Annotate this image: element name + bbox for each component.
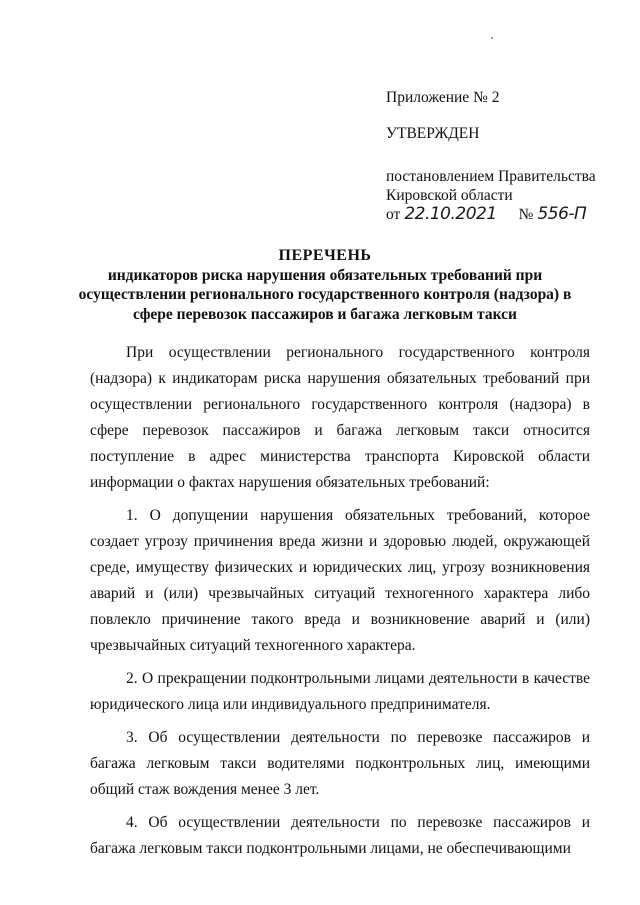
title-line-3: сфере перевозок пассажиров и багажа легковым такси — [133, 305, 517, 323]
list-item-4: 4. Об осуществлении деятельности по перевозке пассажиров и багажа легковым такси подконтрольными лицами, не обеспечивающими — [90, 814, 590, 857]
title-line-2: осуществлении регионального государственного контроля (надзора) в — [78, 286, 572, 303]
decree-line-1: постановлением Правительства — [386, 168, 596, 185]
handwritten-number: 556-П — [537, 204, 587, 224]
decree-line-2: Кировской области — [386, 187, 513, 204]
title-line-1: индикаторов риска нарушения обязательных требований при — [107, 266, 543, 284]
approved-label: УТВЕРЖДЕН — [386, 125, 480, 142]
list-item-1: 1. О допущении нарушения обязательных требований, которое создает угрозу причинения вреда жизни и здоровью людей, окружающей среде, имуществу физических и юридических лиц, угрозу возникновения аварий и (или) чрезвычайных ситуаций техногенного характера либо повлекло причинение такого вреда и возникновение аварий и (или) чрезвычайных ситуаций техногенного характера. — [90, 507, 590, 654]
handwritten-date: 22.10.2021 — [404, 204, 497, 224]
number-prefix: № — [518, 206, 534, 223]
date-number-line — [386, 205, 626, 224]
document-body — [90, 340, 590, 869]
approval-block — [386, 88, 626, 224]
scan-speck — [491, 37, 493, 39]
title-heading: ПЕРЕЧЕНЬ — [278, 247, 372, 264]
document-title — [60, 246, 590, 324]
list-item-3: 3. Об осуществлении деятельности по перевозке пассажиров и багажа легковым такси водителями подконтрольных лиц, имеющими общий стаж вождения менее 3 лет. — [90, 729, 590, 798]
appendix-label: Приложение № 2 — [386, 89, 500, 106]
date-prefix: от — [386, 206, 401, 223]
list-item-2: 2. О прекращении подконтрольными лицами деятельности в качестве юридического лица или индивидуального предпринимателя. — [90, 670, 590, 713]
intro-paragraph: При осуществлении регионального государственного контроля (надзора) к индикаторам риска нарушения обязательных требований при осуществлении регионального государственного контроля (надзора) в сфере перевозок пассажиров и багажа легковым такси относится поступление в адрес министерства транспорта Кировской области информации о фактах нарушения обязательных требований: — [90, 344, 590, 491]
